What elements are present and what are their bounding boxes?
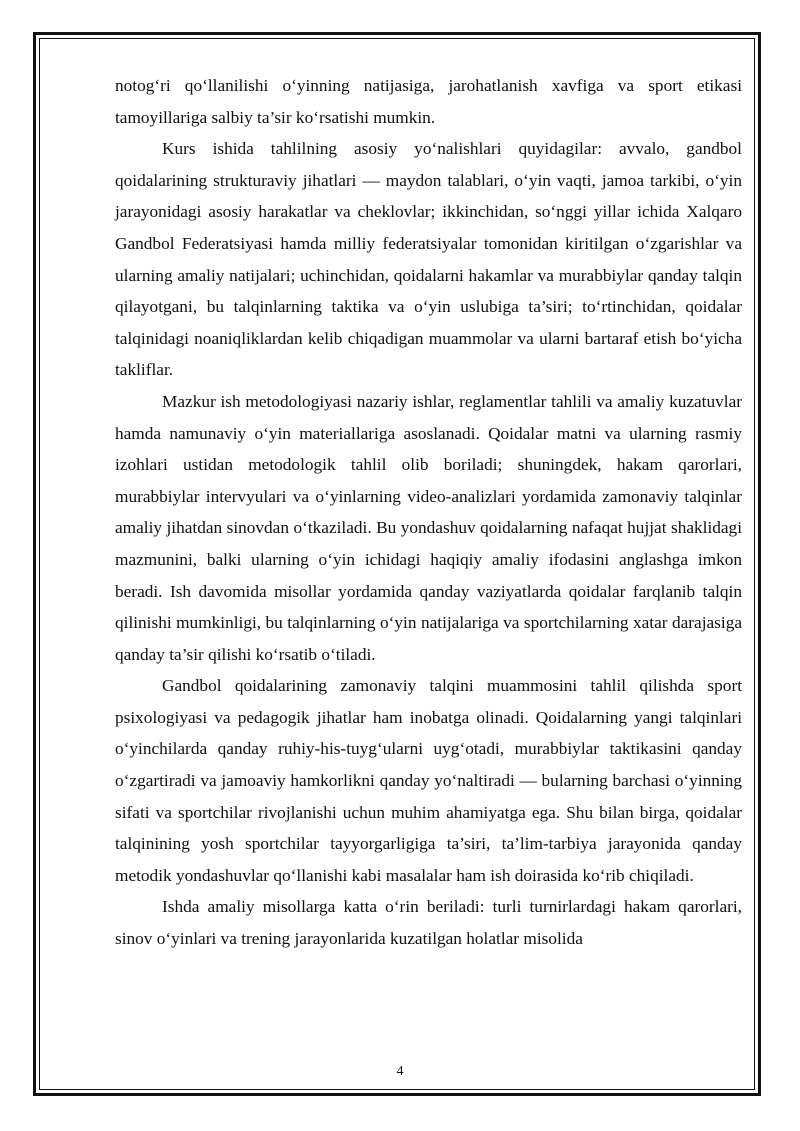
paragraph-methodology: Mazkur ish metodologiyasi nazariy ishlar, reglamentlar tahlili va amaliy kuzatuvlar hamda namunaviy o‘yin materiallariga asoslanadi. Qoidalar matni va ularning rasmiy izohlari ustidan metodologik tahlil olib boriladi; shuningdek, hakam qarorlari, murabbiylar intervyulari va o‘yinlarning video-analizlari yordamida zamonaviy talqinlar amaliy jihatdan sinovdan o‘tkaziladi. Bu yondashuv qoidalarning nafaqat hujjat shaklidagi mazmunini, balki ularning o‘yin ichidagi haqiqiy amaliy ifodasini anglashga imkon beradi. Ish davomida misollar yordamida qanday vaziyatlarda qoidalar farqlanib talqin qilinishi mumkinligi, bu talqinlarning o‘yin natijalariga va sportchilarning xatar darajasiga qanday ta’sir qilishi ko‘rsatib o‘tiladi.	[115, 391, 742, 664]
page-number: 4	[396, 1064, 404, 1079]
page-body	[115, 70, 742, 955]
paragraph-continuation: notog‘ri qo‘llanilishi o‘yinning natijasiga, jarohatlanish xavfiga va sport etikasi tamoyillariga salbiy ta’sir ko‘rsatishi mumkin.	[115, 76, 742, 127]
paragraph-practical-examples: Ishda amaliy misollarga katta o‘rin beriladi: turli turnirlardagi hakam qarorlari, sinov o‘yinlari va trening jarayonlarida kuzatilgan holatlar misolida	[115, 897, 742, 949]
paragraph-psychology-pedagogy: Gandbol qoidalarining zamonaviy talqini muammosini tahlil qilishda sport psixologiyasi va pedagogik jihatlar ham inobatga olinadi. Qoidalarning yangi talqinlari o‘yinchilarda qanday ruhiy-his-tuyg‘ularni uyg‘otadi, murabbiylar taktikasini qanday o‘zgartiradi va jamoaviy hamkorlikni qanday yo‘naltiradi — bularning barchasi o‘yinning sifati va sportchilar rivojlanishi uchun muhim ahamiyatga ega. Shu bilan birga, qoidalar talqinining yosh sportchilar tayyorgarligiga ta’siri, ta’lim-tarbiya jarayonida qanday metodik yondashuvlar qo‘llanishi kabi masalalar ham ish doirasida ko‘rib chiqiladi.	[115, 676, 742, 885]
paragraph-analysis-directions: Kurs ishida tahlilning asosiy yo‘nalishlari quyidagilar: avvalo, gandbol qoidalarining strukturaviy jihatlari — maydon talablari, o‘yin vaqti, jamoa tarkibi, o‘yin jarayonidagi asosiy harakatlar va cheklovlar; ikkinchidan, so‘nggi yillar ichida Xalqaro Gandbol Federatsiyasi hamda milliy federatsiyalar tomonidan kiritilgan o‘zgarishlar va ularning amaliy natijalari; uchinchidan, qoidalarni hakamlar va murabbiylar qanday talqin qilayotgani, bu talqinlarning taktika va o‘yin uslubiga ta’siri; to‘rtinchidan, qoidalar talqinidagi noaniqliklardan kelib chiqadigan muammolar va ularni bartaraf etish bo‘yicha takliflar.	[115, 139, 742, 380]
